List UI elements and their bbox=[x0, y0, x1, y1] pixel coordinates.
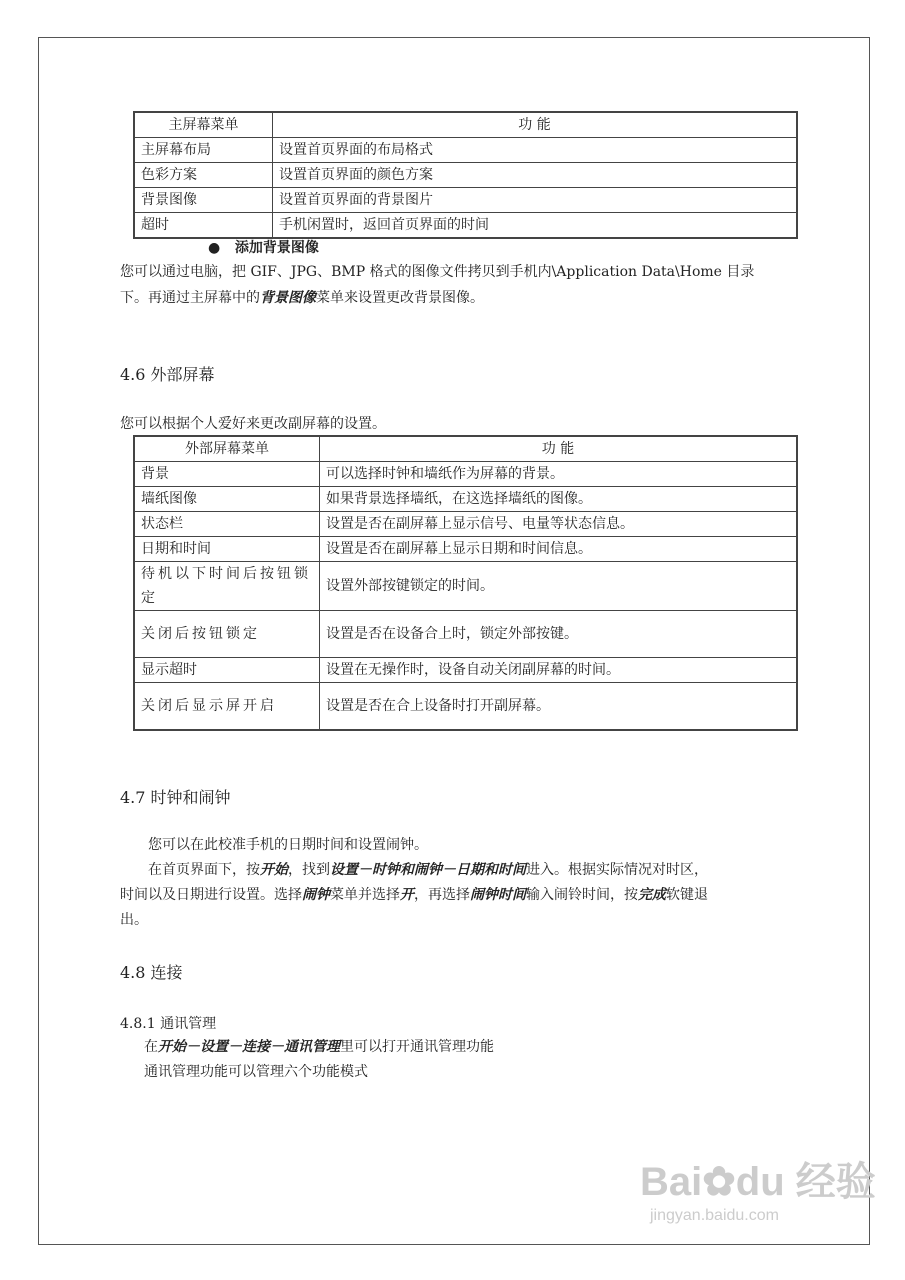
table-row bbox=[134, 611, 797, 658]
text: 菜单来设置更改背景图像。 bbox=[316, 290, 484, 306]
emphasis: 闹钟时间 bbox=[470, 887, 526, 903]
text: 下。再通过主屏幕中的 bbox=[120, 290, 260, 306]
cell: 设置外部按键锁定的时间。 bbox=[320, 562, 798, 611]
home-screen-menu-table bbox=[133, 111, 798, 239]
cell: 日期和时间 bbox=[134, 537, 320, 562]
emphasis: 开 bbox=[400, 887, 414, 903]
paragraph-line bbox=[120, 287, 484, 307]
cell: 设置首页界面的布局格式 bbox=[273, 138, 798, 163]
text: 输入闹铃时间，按 bbox=[526, 887, 638, 903]
cell: 墙纸图像 bbox=[134, 487, 320, 512]
text: 里可以打开通讯管理功能 bbox=[340, 1039, 494, 1055]
cell: 设置首页界面的背景图片 bbox=[273, 188, 798, 213]
cell: 主屏幕布局 bbox=[134, 138, 273, 163]
text: 在首页界面下，按 bbox=[148, 862, 260, 878]
table-row bbox=[134, 462, 797, 487]
text: ，找到 bbox=[288, 862, 330, 878]
cell: 设置在无操作时，设备自动关闭副屏幕的时间。 bbox=[320, 658, 798, 683]
emphasis: 开始 bbox=[260, 862, 288, 878]
table-row bbox=[134, 163, 797, 188]
subsection-heading: 4.8.1 通讯管理 bbox=[120, 1016, 217, 1032]
bullet-text: 添加背景图像 bbox=[234, 240, 319, 256]
cell: 待机以下时间后按钮锁定 bbox=[134, 562, 320, 611]
cell: 显示超时 bbox=[134, 658, 320, 683]
table-row bbox=[134, 562, 797, 611]
paragraph-line bbox=[144, 1036, 494, 1056]
table-row bbox=[134, 138, 797, 163]
table-row bbox=[134, 658, 797, 683]
bullet-item bbox=[208, 237, 319, 257]
external-screen-menu-table bbox=[133, 435, 798, 731]
text: 进入。根据实际情况对时区， bbox=[526, 862, 708, 878]
cell: 设置是否在副屏幕上显示日期和时间信息。 bbox=[320, 537, 798, 562]
cell: 背景图像 bbox=[134, 188, 273, 213]
paragraph-line: 通讯管理功能可以管理六个功能模式 bbox=[144, 1064, 368, 1080]
table-row bbox=[134, 213, 797, 239]
table-row bbox=[134, 188, 797, 213]
bullet-icon: ● bbox=[208, 240, 235, 256]
paragraph-line: 您可以通过电脑，把 GIF、JPG、BMP 格式的图像文件拷贝到手机内\Application Data\Home 目录 bbox=[120, 264, 755, 280]
emphasis: 设置－时钟和闹钟－日期和时间 bbox=[330, 862, 526, 878]
table-row bbox=[134, 683, 797, 731]
cell: 背景 bbox=[134, 462, 320, 487]
emphasis: 闹钟 bbox=[302, 887, 330, 903]
text: ，再选择 bbox=[414, 887, 470, 903]
cell: 设置是否在设备合上时，锁定外部按键。 bbox=[320, 611, 798, 658]
section-heading: 4.6 外部屏幕 bbox=[120, 365, 215, 384]
text: 菜单并选择 bbox=[330, 887, 400, 903]
table-header: 功 能 bbox=[320, 436, 798, 462]
table-header: 功 能 bbox=[273, 112, 798, 138]
cell: 可以选择时钟和墙纸作为屏幕的背景。 bbox=[320, 462, 798, 487]
table-row bbox=[134, 537, 797, 562]
table-header: 外部屏幕菜单 bbox=[134, 436, 320, 462]
cell: 超时 bbox=[134, 213, 273, 239]
paragraph-line bbox=[120, 884, 708, 904]
paragraph: 您可以在此校准手机的日期时间和设置闹钟。 bbox=[148, 837, 428, 853]
cell: 关闭后显示屏开启 bbox=[134, 683, 320, 731]
text: 在 bbox=[144, 1039, 158, 1055]
text: 软键退 bbox=[666, 887, 708, 903]
cell: 关闭后按钮锁定 bbox=[134, 611, 320, 658]
cell: 设置是否在合上设备时打开副屏幕。 bbox=[320, 683, 798, 731]
cell: 设置首页界面的颜色方案 bbox=[273, 163, 798, 188]
section-heading: 4.7 时钟和闹钟 bbox=[120, 788, 231, 807]
emphasis: 背景图像 bbox=[260, 290, 316, 306]
section-heading: 4.8 连接 bbox=[120, 963, 183, 982]
cell: 状态栏 bbox=[134, 512, 320, 537]
cell: 色彩方案 bbox=[134, 163, 273, 188]
table-header: 主屏幕菜单 bbox=[134, 112, 273, 138]
paragraph: 您可以根据个人爱好来更改副屏幕的设置。 bbox=[120, 416, 386, 432]
emphasis: 完成 bbox=[638, 887, 666, 903]
text: 时间以及日期进行设置。选择 bbox=[120, 887, 302, 903]
emphasis: 开始－设置－连接－通讯管理 bbox=[158, 1039, 340, 1055]
paragraph-line bbox=[148, 859, 708, 879]
baidu-watermark-logo: Bai✿du 经验 jingyan.baidu.com bbox=[640, 1160, 876, 1224]
table-row bbox=[134, 487, 797, 512]
cell: 设置是否在副屏幕上显示信号、电量等状态信息。 bbox=[320, 512, 798, 537]
paw-icon: ✿ bbox=[702, 1160, 736, 1204]
paragraph-line: 出。 bbox=[120, 912, 148, 928]
table-row bbox=[134, 512, 797, 537]
cell: 如果背景选择墙纸，在这选择墙纸的图像。 bbox=[320, 487, 798, 512]
cell: 手机闲置时，返回首页界面的时间 bbox=[273, 213, 798, 239]
